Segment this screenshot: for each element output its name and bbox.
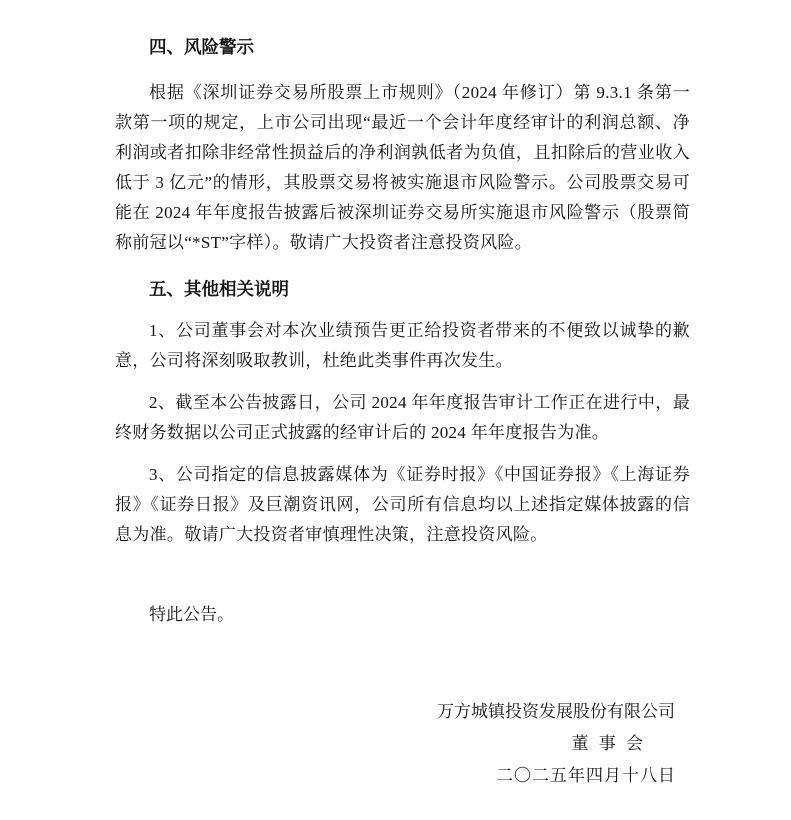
section-heading-other-notes: 五、其他相关说明 [149,279,289,299]
signature-block [115,696,690,792]
paragraph-other-item-2: 2、截至本公告披露日，公司 2024 年年度报告审计工作正在进行中，最终财务数据以公司正式披露的经审计后的 2024 年年度报告为准。 [115,393,690,442]
section-heading-risk-warning: 四、风险警示 [149,37,254,57]
signature-date: 二〇二五年四月十八日 [496,766,676,785]
paragraph-other-item-1: 1、公司董事会对本次业绩预告更正给投资者带来的不便致以诚挚的歉意，公司将深刻吸取教训，杜绝此类事件再次发生。 [115,321,690,370]
signature-board-of-directors: 董 事 会 [571,734,646,753]
paragraph-other-item-3: 3、公司指定的信息披露媒体为《证券时报》《中国证券报》《上海证券报》《证券日报》及巨潮资讯网，公司所有信息均以上述指定媒体披露的信息为准。敬请广大投资者审慎理性决策，注意投资风险。 [115,465,690,544]
signature-company-name: 万方城镇投资发展股份有限公司 [437,702,675,721]
closing-statement: 特此公告。 [149,605,234,624]
paragraph-risk-warning: 根据《深圳证券交易所股票上市规则》（2024 年修订）第 9.3.1 条第一款第一项的规定，上市公司出现“最近一个会计年度经审计的利润总额、净利润或者扣除非经常性损益后的净利润孰低者为负值，且扣除后的营业收入低于 3 亿元”的情形，其股票交易将被实施退市风险警示。公司股票交易可能在 2024 年年度报告披露后被深圳证券交易所实施退市风险警示（股票简称前冠以“*ST”字样）。敬请广大投资者注意投资风险。 [115,83,690,252]
